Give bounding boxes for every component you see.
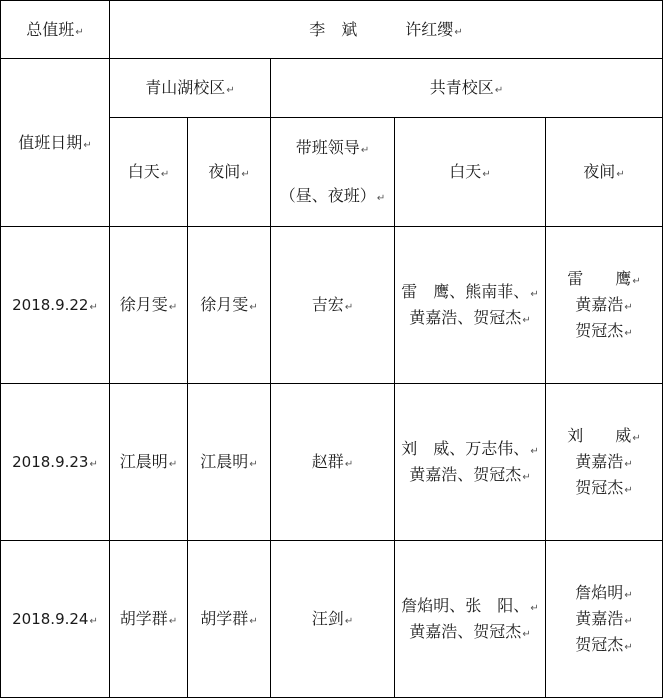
paragraph-mark: ↵	[632, 433, 641, 444]
staff-list-line: 詹焰明、张 阳、	[401, 596, 530, 615]
duty-date: 2018.9.23	[12, 453, 89, 471]
paragraph-mark: ↵	[522, 472, 531, 483]
campus-b-night-cell	[546, 227, 662, 383]
campus-b-day-cell	[395, 541, 545, 697]
duty-date: 2018.9.24	[12, 610, 89, 628]
paragraph-mark: ↵	[376, 193, 386, 204]
paragraph-mark: ↵	[624, 590, 633, 601]
paragraph-mark: ↵	[83, 139, 92, 151]
paragraph-mark: ↵	[249, 459, 258, 470]
person-name: 江晨明	[119, 452, 168, 471]
leader-shift-note: （昼、夜班）	[279, 186, 376, 205]
campus-a-name: 青山湖校区	[145, 78, 226, 97]
paragraph-mark: ↵	[168, 616, 178, 627]
campus-a-night-cell	[188, 384, 270, 540]
paragraph-mark: ↵	[624, 485, 633, 496]
person-name: 詹焰明	[575, 583, 624, 602]
campus-b-night-cell	[546, 384, 662, 540]
leader-cell	[271, 541, 394, 697]
campus-a-night-header	[188, 118, 270, 226]
campus-b-header	[271, 59, 662, 117]
day-label: 白天	[449, 162, 482, 181]
paragraph-mark: ↵	[530, 289, 539, 300]
paragraph-mark: ↵	[249, 616, 258, 627]
campus-a-night-cell	[188, 541, 270, 697]
person-name: 徐月雯	[119, 295, 168, 314]
person-name: 贺冠杰	[575, 321, 624, 340]
campus-b-name: 共青校区	[429, 78, 494, 97]
campus-b-day-cell	[395, 227, 545, 383]
paragraph-mark: ↵	[360, 145, 370, 156]
leader-label: 带班领导	[295, 138, 360, 157]
staff-list-line: 刘 威、万志伟、	[401, 439, 530, 458]
paragraph-mark: ↵	[624, 642, 633, 653]
person-name: 贺冠杰	[575, 635, 624, 654]
paragraph-mark: ↵	[226, 85, 235, 96]
staff-list-line: 黄嘉浩、贺冠杰	[409, 622, 522, 641]
campus-b-night-header	[546, 118, 662, 226]
person-name: 刘 威	[567, 426, 632, 445]
campus-a-day-cell	[110, 541, 187, 697]
leader-header	[271, 118, 394, 226]
paragraph-mark: ↵	[632, 276, 641, 287]
leader-name: 吉宏	[311, 295, 344, 314]
staff-list-line: 黄嘉浩、贺冠杰	[409, 308, 522, 327]
person-name: 黄嘉浩	[575, 609, 624, 628]
date-label-cell	[1, 59, 109, 226]
paragraph-mark: ↵	[75, 26, 84, 38]
paragraph-mark: ↵	[89, 302, 98, 313]
campus-b-day-cell	[395, 384, 545, 540]
table-row-date	[1, 227, 109, 383]
person-name: 江晨明	[200, 452, 249, 471]
paragraph-mark: ↵	[616, 169, 625, 180]
person-name: 胡学群	[200, 609, 249, 628]
day-label: 白天	[127, 162, 160, 181]
person-name: 贺冠杰	[575, 478, 624, 497]
paragraph-mark: ↵	[454, 26, 463, 38]
paragraph-mark: ↵	[494, 85, 504, 96]
paragraph-mark: ↵	[344, 459, 354, 470]
person-name: 雷 鹰	[567, 269, 632, 288]
supervisors-cell	[110, 1, 662, 58]
paragraph-mark: ↵	[160, 169, 170, 180]
leader-name: 赵群	[311, 452, 344, 471]
campus-a-day-cell	[110, 227, 187, 383]
paragraph-mark: ↵	[522, 315, 531, 326]
supervisor-label-cell	[1, 1, 109, 58]
campus-b-night-cell	[546, 541, 662, 697]
paragraph-mark: ↵	[89, 616, 98, 627]
person-name: 徐月雯	[200, 295, 249, 314]
person-name: 黄嘉浩	[575, 295, 624, 314]
staff-list-line: 黄嘉浩、贺冠杰	[409, 465, 522, 484]
supervisors-names: 李 斌 许红缨	[309, 19, 454, 39]
campus-a-header	[110, 59, 270, 117]
campus-a-day-header	[110, 118, 187, 226]
leader-cell	[271, 227, 394, 383]
paragraph-mark: ↵	[344, 616, 354, 627]
paragraph-mark: ↵	[522, 629, 531, 640]
paragraph-mark: ↵	[241, 169, 250, 180]
staff-list-line: 雷 鹰、熊南菲、	[401, 282, 530, 301]
paragraph-mark: ↵	[482, 169, 491, 180]
person-name: 胡学群	[119, 609, 168, 628]
leader-name: 汪剑	[311, 609, 344, 628]
paragraph-mark: ↵	[624, 459, 633, 470]
paragraph-mark: ↵	[168, 302, 178, 313]
campus-a-night-cell	[188, 227, 270, 383]
person-name: 黄嘉浩	[575, 452, 624, 471]
night-label: 夜间	[208, 162, 241, 181]
paragraph-mark: ↵	[624, 302, 633, 313]
campus-a-day-cell	[110, 384, 187, 540]
paragraph-mark: ↵	[624, 616, 633, 627]
paragraph-mark: ↵	[344, 302, 354, 313]
paragraph-mark: ↵	[168, 459, 178, 470]
date-label: 值班日期	[18, 132, 83, 152]
duty-date: 2018.9.22	[12, 296, 89, 314]
supervisor-label: 总值班	[26, 19, 75, 39]
table-row-date	[1, 384, 109, 540]
paragraph-mark: ↵	[530, 446, 539, 457]
table-row-date	[1, 541, 109, 697]
campus-b-day-header	[395, 118, 545, 226]
paragraph-mark: ↵	[530, 603, 539, 614]
paragraph-mark: ↵	[89, 459, 98, 470]
night-label: 夜间	[583, 162, 616, 181]
paragraph-mark: ↵	[624, 328, 633, 339]
leader-cell	[271, 384, 394, 540]
paragraph-mark: ↵	[249, 302, 258, 313]
